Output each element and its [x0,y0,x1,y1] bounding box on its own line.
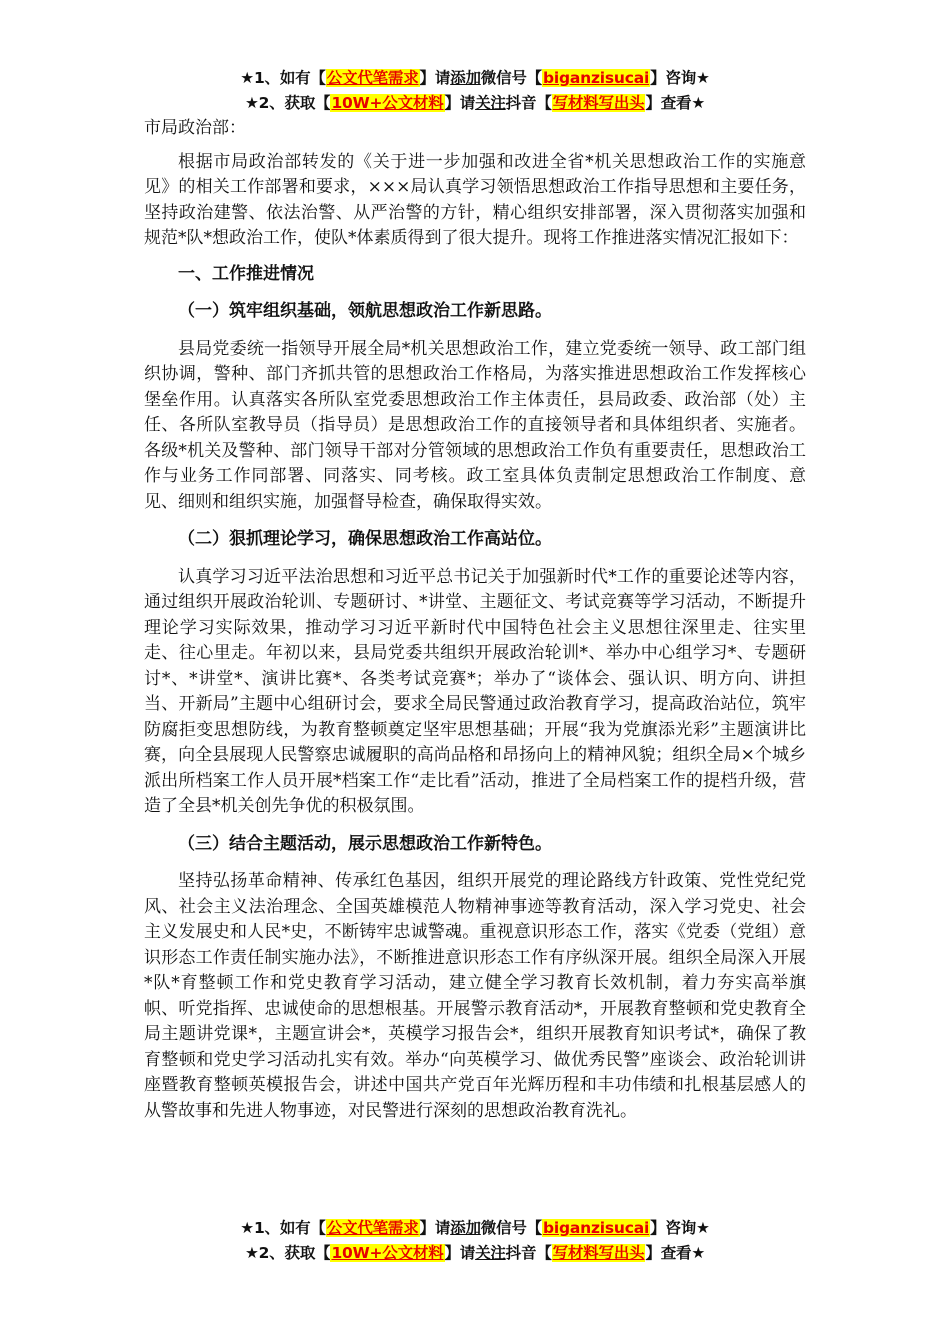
subsection-heading-1: （一）筑牢组织基础，领航思想政治工作新思路。 [178,301,552,321]
subsection-heading-2: （二）狠抓理论学习，确保思想政治工作高站位。 [178,529,552,549]
promo-text: ★1、如有【 [240,69,326,87]
promo-text: 微信号【 [480,69,542,87]
promo-banner-top [144,66,806,116]
promo-line-2 [144,91,806,116]
promo-line-1 [144,66,806,91]
promo-highlight: biganzisucai [542,1219,650,1237]
promo-text: 】请 [419,1219,451,1237]
promo-text: 】查看★ [645,94,706,112]
promo-text: 抖音【 [505,94,552,112]
promo-highlight: 10W+公文材料 [331,94,444,112]
promo-underline-text: 添加 [450,69,481,87]
promo-text: 】咨询★ [650,69,710,87]
subsection-body-2: 认真学习习近平法治思想和习近平总书记关于加强新时代*工作的重要论述等内容，通过组织开展政治轮训、专题研讨、*讲堂、主题征文、考试竞赛等学习活动，不断提升理论学习实际效果，推动学习习近平新时代中国特色社会主义思想往深里走、往实里走、往心里走。年初以来，县局党委共组织开展政治轮训*、举办中心组学习*、专题研讨*、*讲堂*、演讲比赛*、各类考试竞赛*；举办了“谈体会、强认识、明方向、讲担当、开新局”主题中心组研讨会，要求全局民警通过政治教育学习，提高政治站位，筑牢防腐拒变思想防线，为教育整顿奠定坚牢思想基础；开展“我为党旗添光彩”主题演讲比赛，向全县展现人民警察忠诚履职的高尚品格和昂扬向上的精神风貌；组织全局×个城乡派出所档案工作人员开展*档案工作“走比看”活动，推进了全局档案工作的提档升级，营造了全县*机关创先争优的积极氛围。 [144,566,806,816]
document-page [144,66,806,1124]
promo-highlight: 公文代笔需求 [326,1219,419,1237]
promo-highlight: biganzisucai [542,69,650,87]
promo-line-1 [144,1216,806,1241]
promo-underline-text: 关注 [475,94,506,112]
promo-text: 】查看★ [645,1244,706,1262]
subsection-body-1: 县局党委统一指领导开展全局*机关思想政治工作，建立党委统一领导、政工部门组织协调，警种、部门齐抓共管的思想政治工作格局，为落实推进思想政治工作发挥核心堡垒作用。认真落实各所队室党委思想政治工作主体责任，县局政委、政治部（处）主任、各所队室教导员（指导员）是思想政治工作的直接领导者和具体组织者、实施者。各级*机关及警种、部门领导干部对分管领域的思想政治工作负有重要责任，思想政治工作与业务工作同部署、同落实、同考核。政工室具体负责制定思想政治工作制度、意见、细则和组织实施，加强督导检查，确保取得实效。 [144,338,806,512]
addressee: 市局政治部： [144,118,246,138]
promo-text: ★2、获取【 [244,1244,331,1262]
promo-highlight: 10W+公文材料 [331,1244,444,1262]
promo-text: 】请 [419,69,451,87]
promo-text: 】咨询★ [650,1219,710,1237]
promo-text: 】请 [444,94,476,112]
section-heading-1: 一、工作推进情况 [178,263,314,284]
promo-highlight: 写材料写出头 [552,94,645,112]
promo-highlight: 写材料写出头 [552,1244,645,1262]
promo-text: 】请 [444,1244,476,1262]
subsection-heading-3: （三）结合主题活动，展示思想政治工作新特色。 [178,833,552,854]
promo-text: ★1、如有【 [240,1219,326,1237]
promo-highlight: 公文代笔需求 [326,69,419,87]
promo-banner-bottom [144,1216,806,1266]
subsection-body-3: 坚持弘扬革命精神、传承红色基因，组织开展党的理论路线方针政策、党性党纪党风、社会主义法治理念、全国英雄模范人物精神事迹等教育活动，深入学习党史、社会主义发展史和人民*史，不断铸牢忠诚警魂。重视意识形态工作，落实《党委（党组）意识形态工作责任制实施办法》，不断推进意识形态工作有序纵深开展。组织全局深入开展*队*育整顿工作和党史教育学习活动，建立健全学习教育长效机制，着力夯实高举旗帜、听党指挥、忠诚使命的思想根基。开展警示教育活动*，开展教育整顿和党史教育全局主题讲党课*，主题宣讲会*，英模学习报告会*，组织开展教育知识考试*，确保了教育整顿和党史学习活动扎实有效。举办“向英模学习、做优秀民警”座谈会、政治轮训讲座暨教育整顿英模报告会，讲述中国共产党百年光辉历程和丰功伟绩和扎根基层感人的从警故事和先进人物事迹，对民警进行深刻的思想政治教育洗礼。 [144,871,806,1121]
promo-text: 抖音【 [505,1244,552,1262]
promo-text: ★2、获取【 [244,94,331,112]
promo-line-2 [144,1241,806,1266]
promo-text: 微信号【 [480,1219,542,1237]
intro-paragraph: 根据市局政治部转发的《关于进一步加强和改进全省*机关思想政治工作的实施意见》的相关工作部署和要求，×××局认真学习领悟思想政治工作指导思想和主要任务，坚持政治建警、依法治警、从严治警的方针，精心组织安排部署，深入贯彻落实加强和规范*队*想政治工作，使队*体素质得到了很大提升。现将工作推进落实情况汇报如下： [144,151,806,248]
promo-underline-text: 关注 [475,1244,506,1262]
promo-underline-text: 添加 [450,1219,481,1237]
